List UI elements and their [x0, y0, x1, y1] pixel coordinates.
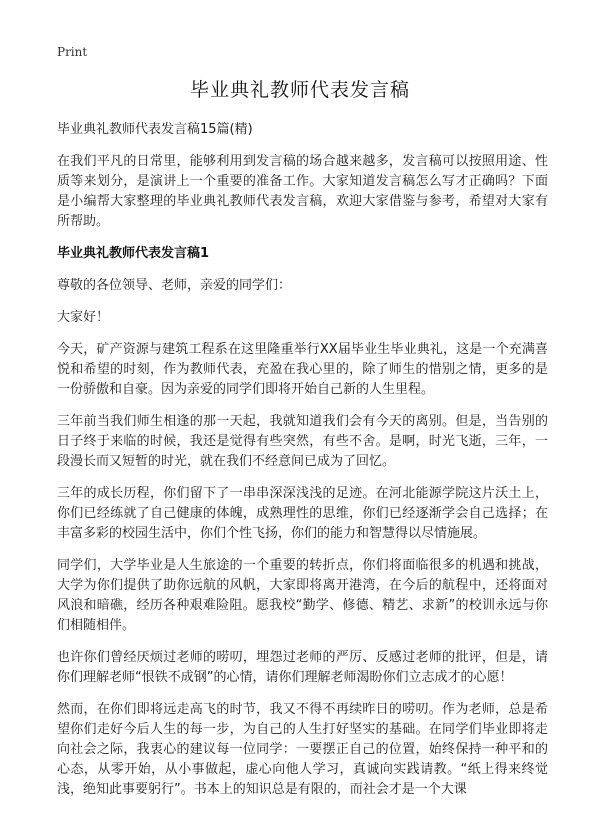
document-body [57, 120, 548, 812]
body-paragraph: 也许你们曾经厌烦过老师的唠叨，埋怨过老师的严厉、反感过老师的批评，但是，请你们理解老师“恨铁不成钢”的心情，请你们理解老师渴盼你们立志成才的心愿！ [57, 650, 548, 685]
section-heading: 毕业典礼教师代表发言稿1 [57, 246, 210, 261]
print-link[interactable]: Print [57, 45, 88, 59]
body-paragraph: 然而，在你们即将远走高飞的时节，我又不得不再续昨日的唠叨。作为老师，总是希望你们走好今后人生的每一步，为自己的人生打好坚实的基础。在同学们毕业即将走向社会之际，我衷心的建议每一位同学：一要摆正自己的位置，始终保持一种平和的心态，从零开始，从小事做起，虚心向他人学习，真诚向实践请教。“纸上得来终觉浅，绝知此事要躬行”。书本上的知识总是有限的，而社会才是一个大课 [57, 702, 548, 797]
body-paragraph: 同学们，大学毕业是人生旅途的一个重要的转折点，你们将面临很多的机遇和挑战，大学为你们提供了助你远航的风帆，大家即将离开港湾，在今后的航程中，还将面对风浪和暗礁，经历各种艰难险阻。愿我校“勤学、修德、精艺、求新”的校训永远与你们相随相伴。 [57, 558, 548, 633]
salutation-paragraph: 尊敬的各位领导、老师，亲爱的同学们： [57, 278, 292, 293]
document-title: 毕业典礼教师代表发言稿 [189, 79, 410, 101]
body-paragraph: 三年前当我们师生相逢的那一天起，我就知道我们会有今天的离别。但是，当告别的日子终于来临的时候，我还是觉得有些突然，有些不舍。是啊，时光飞逝，三年，一段漫长而又短暂的时光，就在我们不经意间已成为了回忆。 [57, 414, 548, 469]
greeting-paragraph: 大家好！ [57, 310, 110, 325]
intro-paragraph: 在我们平凡的日常里，能够利用到发言稿的场合越来越多，发言稿可以按照用途、性质等来划分，是演讲上一个重要的准备工作。大家知道发言稿怎么写才正确吗？下面是小编帮大家整理的毕业典礼教师代表发言稿，欢迎大家借鉴与参考，希望对大家有所帮助。 [57, 154, 548, 229]
document-subtitle: 毕业典礼教师代表发言稿15篇(精) [57, 122, 253, 137]
body-paragraph: 今天，矿产资源与建筑工程系在这里隆重举行XX届毕业生毕业典礼，这是一个充满喜悦和希望的时刻，作为教师代表，充盈在我心里的，除了师生的惜别之情，更多的是一份骄傲和自豪。因为亲爱的同学们即将开始自己新的人生里程。 [57, 342, 548, 397]
body-paragraph: 三年的成长历程，你们留下了一串串深深浅浅的足迹。在河北能源学院这片沃土上，你们已经练就了自己健康的体魄，成熟理性的思维，你们已经逐渐学会自己选择；在丰富多彩的校园生活中，你们个性飞扬，你们的能力和智慧得以尽情施展。 [57, 486, 548, 541]
